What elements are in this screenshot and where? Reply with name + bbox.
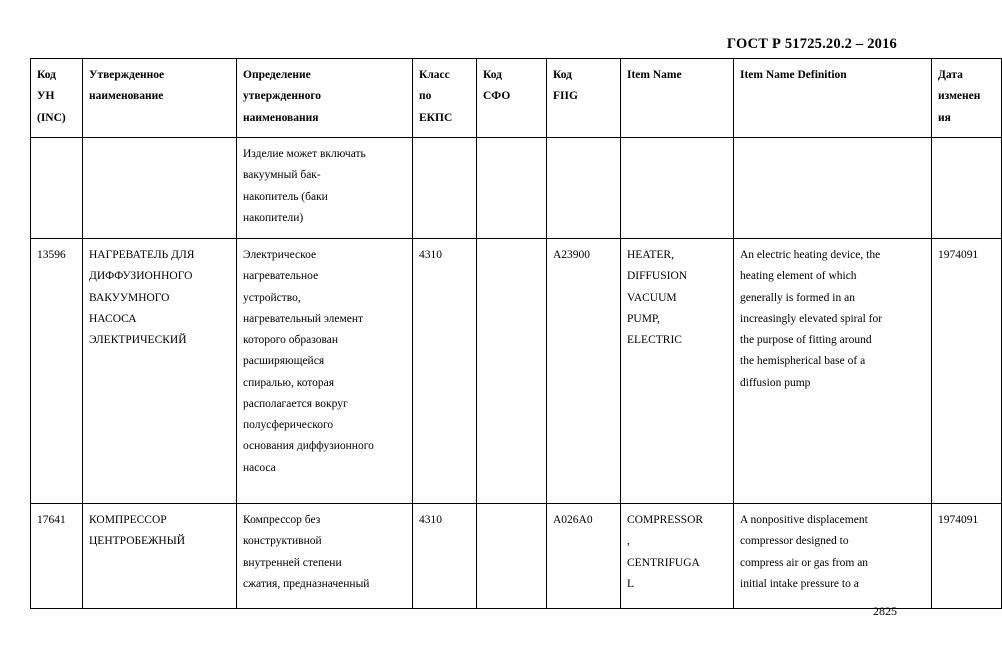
text-line: compress air or gas from an bbox=[740, 556, 869, 569]
column-header-item-name-lines bbox=[627, 65, 728, 86]
page-number: 2825 bbox=[873, 604, 897, 618]
column-header-ekps-class bbox=[413, 59, 477, 138]
header-line: FIIG bbox=[553, 90, 578, 103]
cell-definition bbox=[237, 138, 413, 239]
text-line: ЭЛЕКТРИЧЕСКИЙ bbox=[89, 334, 187, 347]
column-header-change-date bbox=[932, 59, 1002, 138]
text-line: внутренней степени bbox=[243, 556, 342, 569]
cell-definition-lines bbox=[243, 144, 407, 229]
column-header-code-un bbox=[31, 59, 83, 138]
cell-ekps-class: 4310 bbox=[413, 504, 477, 609]
text-line: ДИФФУЗИОННОГО bbox=[89, 270, 193, 283]
header-line: наименования bbox=[243, 111, 319, 124]
cell-change-date: 1974091 bbox=[932, 504, 1002, 609]
gost-table bbox=[30, 58, 1002, 609]
cell-fiig-code bbox=[547, 138, 621, 239]
header-line: (INC) bbox=[37, 111, 66, 124]
text-line: ЦЕНТРОБЕЖНЫЙ bbox=[89, 535, 186, 548]
text-line: diffusion pump bbox=[740, 376, 811, 389]
cell-item-name bbox=[621, 239, 734, 504]
header-line: СФО bbox=[483, 90, 511, 103]
column-header-item-name-definition-lines bbox=[740, 65, 926, 86]
table-header-row bbox=[31, 59, 1002, 138]
text-line: DIFFUSION bbox=[627, 270, 688, 283]
cell-sfo-code bbox=[477, 504, 547, 609]
column-header-fiig-code-lines bbox=[553, 65, 615, 108]
text-line: the purpose of fitting around bbox=[740, 334, 872, 347]
header-line: ЕКПС bbox=[419, 111, 453, 124]
cell-definition bbox=[237, 504, 413, 609]
text-line: нагревательный элемент bbox=[243, 312, 364, 325]
text-line: A nonpositive displacement bbox=[740, 514, 868, 526]
column-header-sfo-code-lines bbox=[483, 65, 541, 108]
text-line: НАГРЕВАТЕЛЬ ДЛЯ bbox=[89, 249, 195, 261]
text-line: спиралью, которая bbox=[243, 376, 335, 389]
column-header-definition bbox=[237, 59, 413, 138]
text-line: VACUUM bbox=[627, 291, 677, 304]
text-line: generally is formed in an bbox=[740, 291, 855, 304]
text-line: полусферического bbox=[243, 419, 334, 432]
column-header-item-name-definition bbox=[734, 59, 932, 138]
header-line: Дата bbox=[938, 69, 963, 81]
text-line: ВАКУУМНОГО bbox=[89, 291, 170, 304]
cell-sfo-code bbox=[477, 138, 547, 239]
text-line: которого образован bbox=[243, 334, 338, 347]
header-line: изменен bbox=[938, 90, 981, 103]
column-header-definition-lines bbox=[243, 65, 407, 129]
text-line: initial intake pressure to a bbox=[740, 577, 859, 590]
cell-sfo-code bbox=[477, 239, 547, 504]
text-line: COMPRESSOR bbox=[627, 514, 704, 526]
cell-change-date: 1974091 bbox=[932, 239, 1002, 504]
header-line: ия bbox=[938, 111, 951, 124]
table-header bbox=[31, 59, 1002, 138]
cell-fiig-code: A23900 bbox=[547, 239, 621, 504]
text-line: НАСОСА bbox=[89, 312, 137, 325]
cell-item-name-lines bbox=[627, 245, 728, 351]
text-line: , bbox=[627, 535, 630, 548]
header-line: Класс bbox=[419, 69, 450, 81]
cell-approved-name bbox=[83, 239, 237, 504]
cell-item-name-definition bbox=[734, 504, 932, 609]
text-line: HEATER, bbox=[627, 249, 674, 261]
text-line: Изделие может включать bbox=[243, 148, 366, 160]
cell-ekps-class: 4310 bbox=[413, 239, 477, 504]
column-header-approved-name-lines bbox=[89, 65, 231, 108]
text-line: устройство, bbox=[243, 291, 301, 304]
column-header-ekps-class-lines bbox=[419, 65, 471, 129]
header-line: Item Name Definition bbox=[740, 69, 847, 81]
cell-fiig-code: A026A0 bbox=[547, 504, 621, 609]
text-line: PUMP, bbox=[627, 312, 660, 325]
cell-approved-name-lines bbox=[89, 245, 231, 351]
text-line: L bbox=[627, 577, 635, 590]
text-line: compressor designed to bbox=[740, 535, 849, 548]
table-row bbox=[31, 138, 1002, 239]
text-line: сжатия, предназначенный bbox=[243, 577, 370, 590]
table-row bbox=[31, 239, 1002, 504]
text-line: конструктивной bbox=[243, 535, 322, 548]
header-line: Код bbox=[553, 69, 573, 81]
column-header-item-name bbox=[621, 59, 734, 138]
cell-code-un bbox=[31, 138, 83, 239]
text-line: An electric heating device, the bbox=[740, 249, 881, 261]
header-line: Код bbox=[37, 69, 57, 81]
text-line: накопители) bbox=[243, 211, 304, 224]
cell-item-name-definition-lines bbox=[740, 510, 926, 595]
header-line: Определение bbox=[243, 69, 311, 81]
cell-approved-name-lines bbox=[89, 510, 231, 553]
column-header-fiig-code bbox=[547, 59, 621, 138]
cell-code-un: 13596 bbox=[31, 239, 83, 504]
cell-definition bbox=[237, 239, 413, 504]
table-body bbox=[31, 138, 1002, 609]
cell-item-name bbox=[621, 138, 734, 239]
cell-change-date bbox=[932, 138, 1002, 239]
cell-definition-lines bbox=[243, 510, 407, 595]
cell-item-name-definition-lines bbox=[740, 245, 926, 394]
header-line: Утвержденное bbox=[89, 69, 165, 81]
header-line: наименование bbox=[89, 90, 164, 103]
cell-approved-name bbox=[83, 504, 237, 609]
document-header: ГОСТ Р 51725.20.2 – 2016 bbox=[726, 36, 897, 52]
header-line: Item Name bbox=[627, 69, 682, 81]
column-header-change-date-lines bbox=[938, 65, 996, 129]
cell-code-un: 17641 bbox=[31, 504, 83, 609]
header-line: по bbox=[419, 90, 432, 103]
column-header-sfo-code bbox=[477, 59, 547, 138]
cell-ekps-class bbox=[413, 138, 477, 239]
text-line: Компрессор без bbox=[243, 514, 321, 526]
cell-item-name-lines bbox=[627, 510, 728, 595]
text-line: Электрическое bbox=[243, 249, 317, 261]
text-line: increasingly elevated spiral for bbox=[740, 312, 883, 325]
text-line: вакуумный бак- bbox=[243, 169, 321, 182]
cell-definition-lines bbox=[243, 245, 407, 479]
text-line: располагается вокруг bbox=[243, 397, 348, 410]
text-line: расширяющейся bbox=[243, 355, 325, 368]
text-line: нагревательное bbox=[243, 270, 319, 283]
header-line: Код bbox=[483, 69, 503, 81]
text-line: heating element of which bbox=[740, 270, 857, 283]
text-line: CENTRIFUGA bbox=[627, 556, 700, 569]
header-line: утвержденного bbox=[243, 90, 322, 103]
column-header-code-un-lines bbox=[37, 65, 77, 129]
text-line: the hemispherical base of a bbox=[740, 355, 866, 368]
cell-approved-name bbox=[83, 138, 237, 239]
text-line: ELECTRIC bbox=[627, 334, 682, 347]
cell-item-name-definition bbox=[734, 138, 932, 239]
header-line: УН bbox=[37, 90, 55, 103]
table-row bbox=[31, 504, 1002, 609]
cell-item-name bbox=[621, 504, 734, 609]
text-line: насоса bbox=[243, 461, 276, 474]
column-header-approved-name bbox=[83, 59, 237, 138]
text-line: накопитель (баки bbox=[243, 190, 328, 203]
text-line: основания диффузионного bbox=[243, 440, 374, 453]
text-line: КОМПРЕССОР bbox=[89, 514, 167, 526]
cell-item-name-definition bbox=[734, 239, 932, 504]
